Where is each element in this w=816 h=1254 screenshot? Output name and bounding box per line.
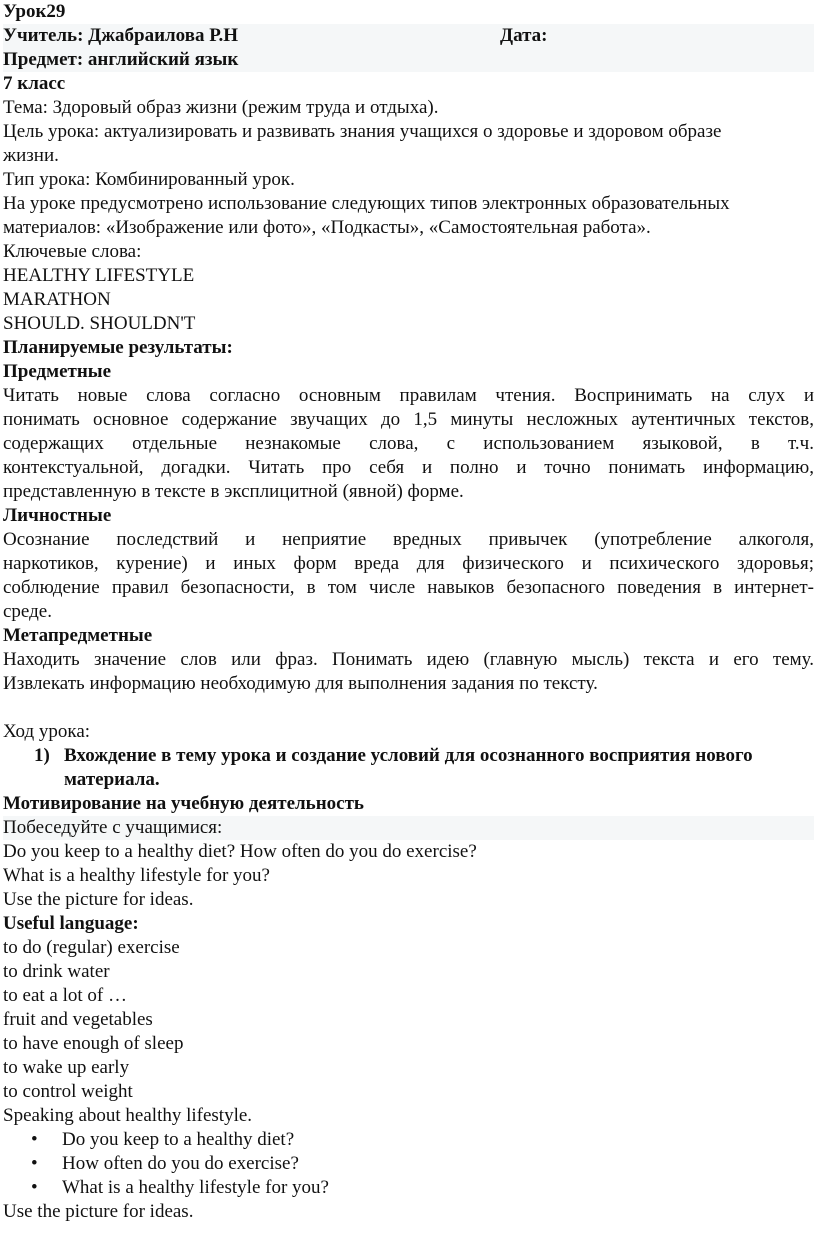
goal-line-2: жизни. [3, 145, 59, 166]
step-1-text [64, 744, 814, 792]
meta-results-line: Извлекать информацию необходимую для выполнения задания по тексту. [3, 673, 598, 694]
paragraph-gap [3, 696, 814, 720]
useful-phrase: to have enough of sleep [3, 1033, 184, 1054]
lesson-type-line: Тип урока: Комбинированный урок. [3, 169, 295, 190]
step-1-line-1: Вхождение в тему урока и создание условий для осознанного восприятия нового [64, 745, 753, 766]
subject-results-line: понимать основное содержание звучащих до 1,5 минуты несложных аутентичных текстов, [3, 409, 814, 430]
useful-language-title: Useful language: [3, 913, 139, 934]
materials-line-1: На уроке предусмотрено использование следующих типов электронных образовательных [3, 193, 730, 214]
step-1-number: 1) [34, 745, 50, 766]
useful-phrase: fruit and vegetables [3, 1009, 153, 1030]
bullet-item [3, 1152, 814, 1176]
question-line: Do you keep to a healthy diet? How often do you do exercise? [3, 841, 477, 862]
topic-line: Тема: Здоровый образ жизни (режим труда и отдыха). [3, 97, 439, 118]
subject-line: Предмет: английский язык [3, 48, 814, 72]
motivation-title: Мотивирование на учебную деятельность [3, 793, 364, 814]
results-title: Планируемые результаты: [3, 337, 233, 358]
grade-line: 7 класс [3, 73, 66, 94]
subject-results-title: Предметные [3, 361, 112, 382]
subject-results-line: представленную в тексте в эксплицитной (явной) форме. [3, 481, 464, 502]
bullet-icon: • [31, 1129, 38, 1150]
personal-results-title: Личностные [3, 505, 112, 526]
bullet-text: How often do you do exercise? [62, 1153, 299, 1174]
course-title: Ход урока: [3, 721, 91, 742]
keyword-item: SHOULD. SHOULDN'T [3, 313, 196, 334]
subject-results-line: контекстуальной, догадки. Читать про себя и полно и точно понимать информацию, [3, 457, 814, 478]
bullet-icon: • [31, 1153, 38, 1174]
keyword-item: HEALTHY LIFESTYLE [3, 265, 195, 286]
date-label: Дата: [500, 25, 548, 46]
personal-results-line: наркотиков, курение) и иных форм вреда для физического и психического здоровья; [3, 553, 814, 574]
materials-line-2: материалов: «Изображение или фото», «Подкасты», «Самостоятельная работа». [3, 217, 651, 238]
teacher-name: Учитель: Джабраилова Р.Н [3, 25, 238, 46]
useful-phrase: to do (regular) exercise [3, 937, 180, 958]
bullet-icon: • [31, 1177, 38, 1198]
document-page [3, 0, 814, 1224]
teacher-row [3, 24, 814, 48]
bullet-text: What is a healthy lifestyle for you? [62, 1177, 329, 1198]
talk-intro: Побеседуйте с учащимися: [3, 816, 814, 840]
question-line: Use the picture for ideas. [3, 889, 194, 910]
useful-phrase: to wake up early [3, 1057, 130, 1078]
step-1 [3, 744, 814, 792]
useful-phrase: to drink water [3, 961, 110, 982]
step-1-line-2: материала. [64, 769, 160, 790]
personal-results-line: среде. [3, 601, 52, 622]
subject-results-line: содержащих отдельные незнакомые слова, с использованием языковой, в т.ч. [3, 433, 814, 454]
meta-results-title: Метапредметные [3, 625, 153, 646]
personal-results-line: соблюдение правил безопасности, в том числе навыков безопасного поведения в интернет- [3, 577, 814, 598]
bullet-item [3, 1176, 814, 1200]
meta-results-line: Находить значение слов или фраз. Понимать идею (главную мысль) текста и его тему. [3, 649, 814, 670]
keyword-item: MARATHON [3, 289, 111, 310]
personal-results-line: Осознание последствий и неприятие вредных привычек (употребление алкоголя, [3, 529, 814, 550]
keywords-label: Ключевые слова: [3, 241, 142, 262]
goal-line-1: Цель урока: актуализировать и развивать знания учащихся о здоровье и здоровом образе [3, 121, 722, 142]
question-line: What is a healthy lifestyle for you? [3, 865, 270, 886]
useful-phrase: to control weight [3, 1081, 133, 1102]
bullet-text: Do you keep to a healthy diet? [62, 1129, 295, 1150]
useful-phrase: to eat a lot of … [3, 985, 127, 1006]
bullet-item [3, 1128, 814, 1152]
subject-results-line: Читать новые слова согласно основным правилам чтения. Воспринимать на слух и [3, 385, 814, 406]
speaking-line: Speaking about healthy lifestyle. [3, 1105, 253, 1126]
lesson-number: Урок29 [3, 1, 66, 22]
closing-line: Use the picture for ideas. [3, 1201, 194, 1222]
